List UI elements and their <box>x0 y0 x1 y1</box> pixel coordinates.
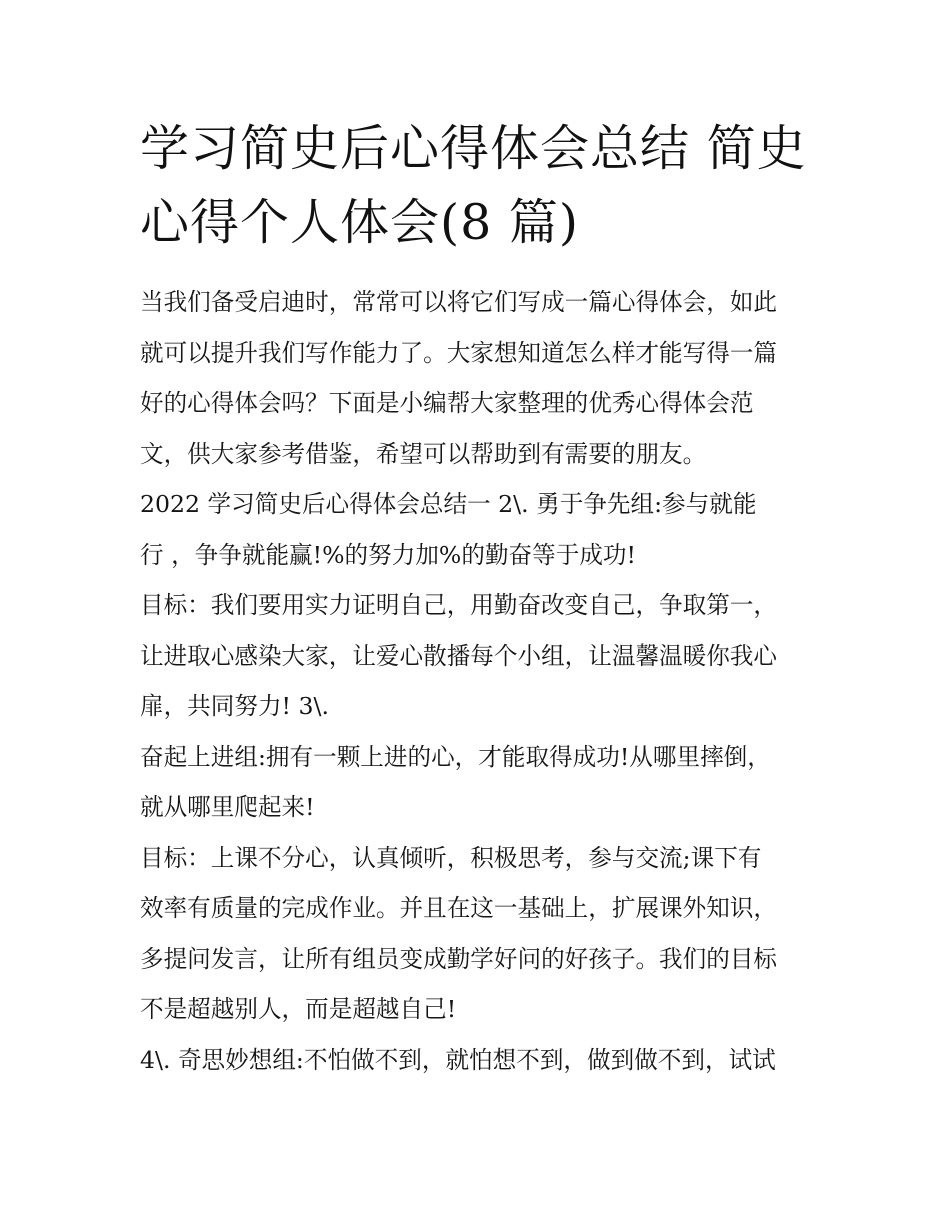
document-title <box>140 112 830 260</box>
text-line: 好的心得体会吗？下面是小编帮大家整理的优秀心得体会范 <box>140 389 754 417</box>
text-line: 2022 学习简史后心得体会总结一 2\. 勇于争先组:参与就能 <box>140 490 757 518</box>
text-line: 让进取心感染大家，让爱心散播每个小组，让温馨温暖你我心 <box>140 641 778 670</box>
text-line: 文，供大家参考借鉴，希望可以帮助到有需要的朋友。 <box>140 439 707 468</box>
text-line: 目标：我们要用实力证明自己，用勤奋改变自己，争取第一， <box>140 591 778 619</box>
text-line: 就可以提升我们写作能力了。大家想知道怎么样才能写得一篇 <box>140 338 778 367</box>
text-line: 扉，共同努力! 3\. <box>140 692 330 720</box>
text-line: 效率有质量的完成作业。并且在这一基础上，扩展课外知识， <box>140 894 778 922</box>
group-paragraph <box>140 732 816 833</box>
group-paragraph <box>140 1035 816 1086</box>
text-line: 4\. 奇思妙想组:不怕做不到，就怕想不到，做到做不到，试试 <box>140 1045 776 1074</box>
text-line: 奋起上进组:拥有一颗上进的心，才能取得成功!从哪里摔倒， <box>140 742 771 771</box>
text-line: 多提问发言，让所有组员变成勤学好问的好孩子。我们的目标 <box>140 944 778 973</box>
section-paragraph <box>140 479 816 580</box>
text-line: 不是超越别人，而是超越自己! <box>140 995 457 1023</box>
title-line-1: 学习简史后心得体会总结 简史 <box>140 120 807 177</box>
intro-paragraph <box>140 277 816 479</box>
title-line-2: 心得个人体会(8 篇) <box>140 194 579 251</box>
document-body <box>140 277 816 1085</box>
text-line: 目标：上课不分心，认真倾听，积极思考，参与交流;课下有 <box>140 843 762 872</box>
text-line: 就从哪里爬起来! <box>140 793 315 821</box>
text-line: 当我们备受启迪时，常常可以将它们写成一篇心得体会，如此 <box>140 288 778 316</box>
goal-paragraph <box>140 833 816 1035</box>
goal-paragraph <box>140 580 816 732</box>
text-line: 行 ，争争就能赢!%的努力加%的勤奋等于成功! <box>140 540 636 569</box>
